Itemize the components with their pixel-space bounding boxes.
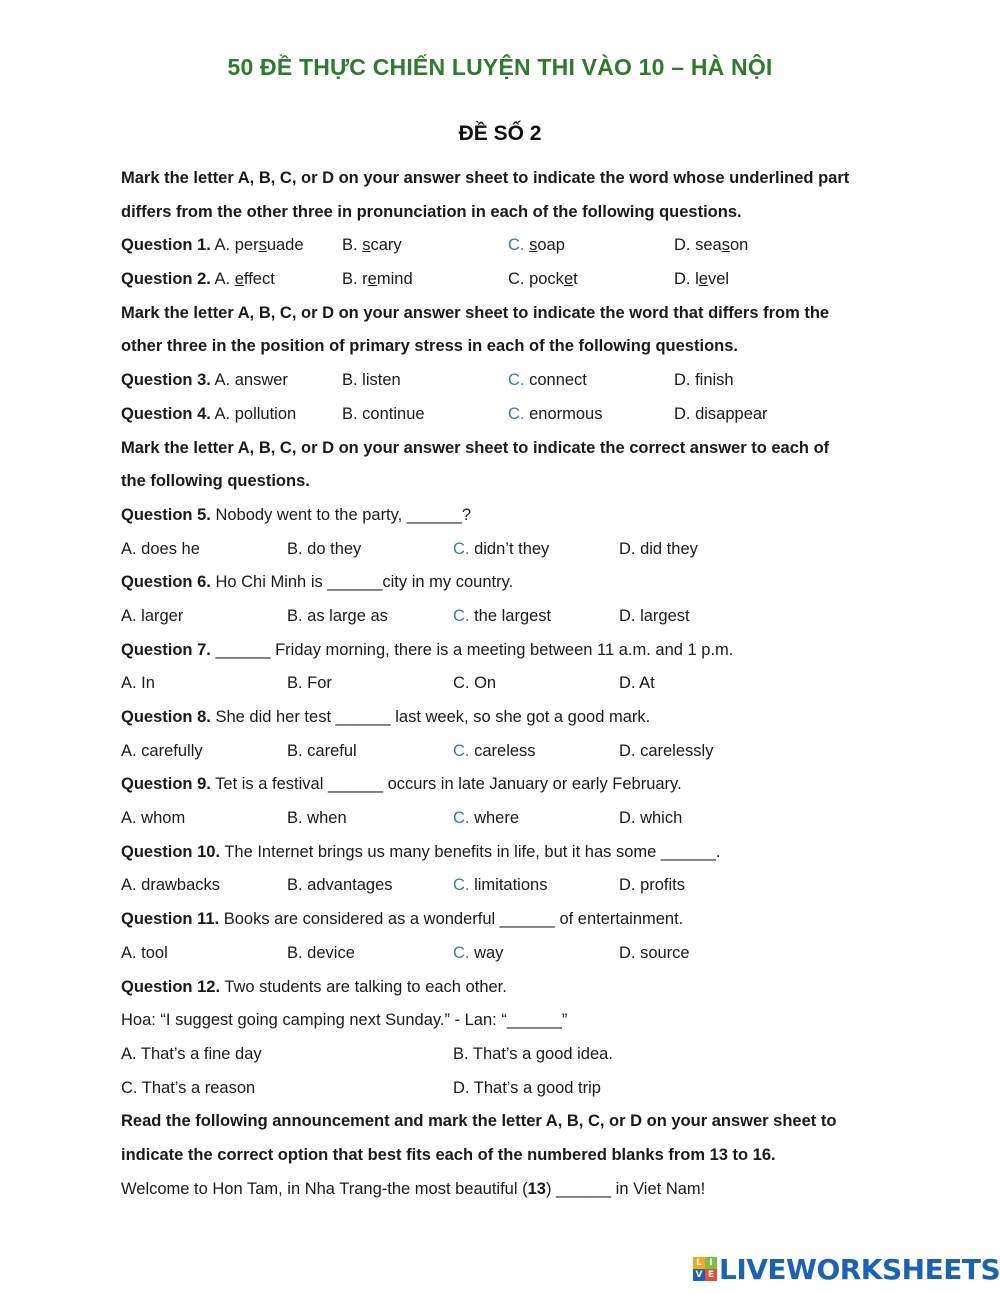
blank-number: 13 [527, 1179, 546, 1198]
option-d[interactable]: D. finish [674, 371, 734, 390]
instruction-reading-1: Read the following announcement and mark the letter A, B, C, or D on your answer sheet to [121, 1112, 837, 1131]
instruction-reading-2: indicate the correct option that best fits each of the numbered blanks from 13 to 16. [121, 1145, 776, 1164]
option-c[interactable]: C. enormous [508, 404, 603, 423]
liveworksheets-icon: L I V E [693, 1257, 717, 1281]
instruction-stress-2: other three in the position of primary stress in each of the following questions. [121, 337, 738, 356]
question-4 [121, 398, 891, 432]
option-a[interactable]: A. answer [214, 371, 288, 390]
instruction-stress-1: Mark the letter A, B, C, or D on your answer sheet to indicate the word that differs from the [121, 303, 830, 322]
question-7-stem: Question 7. ______ Friday morning, there is a meeting between 11 a.m. and 1 p.m. [121, 640, 734, 659]
instruction-correct-1: Mark the letter A, B, C, or D on your answer sheet to indicate the correct answer to each of [121, 438, 830, 457]
option-c[interactable]: C. didn’t they [453, 539, 550, 558]
option-b[interactable]: B. continue [342, 404, 425, 423]
option-a[interactable]: A. tool [121, 943, 168, 962]
question-label: Question 2. [121, 270, 211, 289]
option-a[interactable]: A. In [121, 674, 155, 693]
option-c[interactable]: C. On [453, 674, 497, 693]
question-label: Question 4. [121, 404, 211, 423]
worksheet-content [121, 162, 891, 1206]
option-a[interactable]: A. carefully [121, 741, 203, 760]
option-d[interactable]: D. source [619, 943, 690, 962]
passage-line: Welcome to Hon Tam, in Nha Trang-the most beautiful (13) ______ in Viet Nam! [121, 1179, 706, 1198]
exam-title: ĐỀ SỐ 2 [458, 122, 542, 145]
question-11-stem: Question 11. Books are considered as a wonderful ______ of entertainment. [121, 910, 684, 929]
question-9-stem: Question 9. Tet is a festival ______ occurs in late January or early February. [121, 775, 682, 794]
option-c[interactable]: C. pocket [508, 270, 578, 289]
option-d[interactable]: D. disappear [674, 404, 768, 423]
question-12-stem: Question 12. Two students are talking to each other. [121, 977, 507, 996]
instruction-pronunciation-1: Mark the letter A, B, C, or D on your answer sheet to indicate the word whose underlined part [121, 169, 850, 187]
brand-name: LIVEWORKSHEETS [719, 1252, 1000, 1286]
question-6-options [121, 600, 891, 634]
option-b[interactable]: B. remind [342, 270, 413, 289]
option-c[interactable]: C. careless [453, 741, 536, 760]
question-11-options [121, 937, 891, 971]
option-b[interactable]: B. That’s a good idea. [453, 1044, 613, 1063]
option-a[interactable]: A. drawbacks [121, 876, 221, 895]
option-b[interactable]: B. do they [287, 539, 362, 558]
option-c[interactable]: C. connect [508, 371, 587, 390]
option-d[interactable]: D. largest [619, 606, 690, 625]
question-12-options-ab [121, 1038, 891, 1072]
option-d[interactable]: D. That’s a good trip [453, 1078, 601, 1097]
question-5-options [121, 533, 891, 567]
question-8-options [121, 735, 891, 769]
instruction-pronunciation-2: differs from the other three in pronunciation in each of the following questions. [121, 202, 742, 221]
option-b[interactable]: B. For [287, 674, 332, 693]
question-10-options [121, 869, 891, 903]
question-10-stem: Question 10. The Internet brings us many benefits in life, but it has some ______. [121, 842, 721, 861]
option-a[interactable]: A. That’s a fine day [121, 1044, 262, 1063]
option-d[interactable]: D. season [674, 236, 749, 255]
question-6-stem: Question 6. Ho Chi Minh is ______city in my country. [121, 573, 514, 592]
option-a[interactable]: A. persuade [214, 236, 304, 255]
option-a[interactable]: A. larger [121, 606, 184, 625]
option-b[interactable]: B. device [287, 943, 355, 962]
question-12-options-cd [121, 1072, 891, 1106]
question-3 [121, 364, 891, 398]
option-a[interactable]: A. whom [121, 809, 186, 828]
option-b[interactable]: B. careful [287, 741, 357, 760]
question-8-stem: Question 8. She did her test ______ last week, so she got a good mark. [121, 708, 651, 726]
option-c[interactable]: C. limitations [453, 876, 548, 895]
option-b[interactable]: B. advantages [287, 876, 393, 895]
option-a[interactable]: A. effect [214, 270, 275, 289]
question-9-options [121, 802, 891, 836]
option-c[interactable]: C. way [453, 943, 504, 962]
instruction-correct-2: the following questions. [121, 472, 310, 491]
option-d[interactable]: D. carelessly [619, 741, 714, 760]
option-c[interactable]: C. That’s a reason [121, 1078, 256, 1097]
question-label: Question 3. [121, 371, 211, 390]
question-1 [121, 229, 891, 263]
option-b[interactable]: B. when [287, 809, 347, 828]
option-d[interactable]: D. which [619, 809, 683, 828]
page-header: 50 ĐỀ THỰC CHIẾN LUYỆN THI VÀO 10 – HÀ NỘI [227, 54, 773, 80]
option-a[interactable]: A. does he [121, 539, 200, 558]
option-b[interactable]: B. listen [342, 371, 401, 390]
option-b[interactable]: B. as large as [287, 606, 388, 625]
question-12-dialogue: Hoa: “I suggest going camping next Sunday.” - Lan: “______” [121, 1011, 568, 1030]
option-a[interactable]: A. pollution [214, 404, 297, 423]
option-d[interactable]: D. At [619, 674, 655, 693]
liveworksheets-logo [693, 1250, 1000, 1288]
option-c[interactable]: C. the largest [453, 606, 552, 625]
option-d[interactable]: D. did they [619, 539, 698, 558]
option-c[interactable]: C. where [453, 809, 520, 828]
question-2 [121, 263, 891, 297]
option-d[interactable]: D. profits [619, 876, 686, 895]
question-5-stem: Question 5. Nobody went to the party, ______? [121, 505, 472, 524]
option-d[interactable]: D. level [674, 270, 730, 289]
option-b[interactable]: B. scary [342, 236, 402, 255]
question-label: Question 1. [121, 236, 211, 255]
option-c[interactable]: C. soap [508, 236, 565, 255]
question-7-options [121, 667, 891, 701]
